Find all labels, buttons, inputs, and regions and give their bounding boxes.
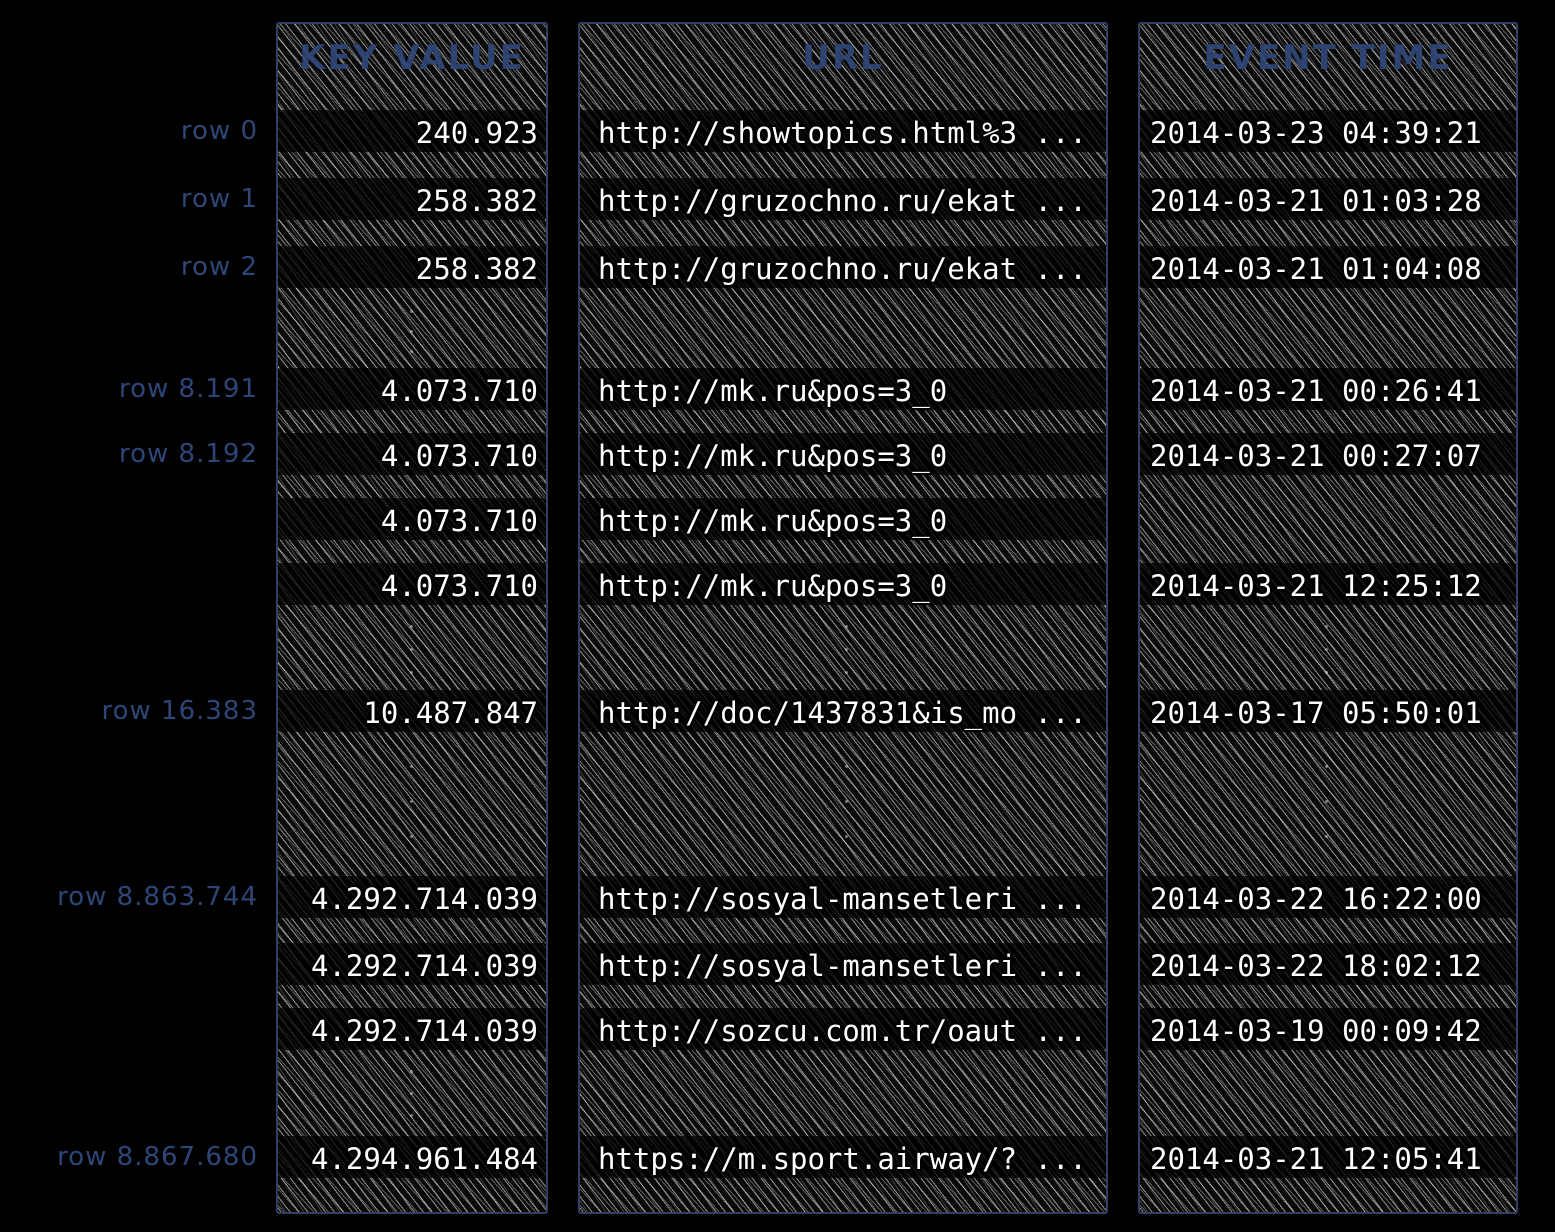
ellipsis-dot (410, 330, 413, 333)
table-cell-url: http://doc/1437831&is_mo ... (598, 696, 1087, 730)
ellipsis-dot (410, 310, 413, 313)
ellipsis-dot (1325, 625, 1328, 628)
table-cell-time: 2014-03-21 00:26:41 (1150, 374, 1482, 408)
ellipsis-dot (845, 765, 848, 768)
ellipsis-dot (410, 1092, 413, 1095)
table-cell-time: 2014-03-17 05:50:01 (1150, 696, 1482, 730)
table-cell-time: 2014-03-21 01:04:08 (1150, 252, 1482, 286)
row-label: row 8.863.744 (57, 882, 258, 912)
ellipsis-dot (410, 1114, 413, 1117)
ellipsis-dot (410, 800, 413, 803)
table-cell-key: 258.382 (415, 184, 538, 218)
table-cell-key: 240.923 (415, 116, 538, 150)
row-label: row 1 (180, 184, 258, 214)
table-cell-url: http://showtopics.html%3 ... (598, 116, 1087, 150)
table-cell-url: http://mk.ru&pos=3_0 (598, 374, 948, 408)
ellipsis-dot (410, 765, 413, 768)
table-cell-url: http://gruzochno.ru/ekat ... (598, 184, 1087, 218)
ellipsis-dot (1325, 648, 1328, 651)
ellipsis-dot (410, 671, 413, 674)
ellipsis-dot (845, 648, 848, 651)
column-header-key-value: KEY VALUE (299, 38, 525, 78)
table-cell-time: 2014-03-23 04:39:21 (1150, 116, 1482, 150)
table-cell-url: http://gruzochno.ru/ekat ... (598, 252, 1087, 286)
row-label: row 2 (180, 252, 258, 282)
table-cell-key: 4.073.710 (380, 439, 538, 473)
table-cell-key: 4.294.961.484 (311, 1142, 538, 1176)
column-header-url: URL (802, 38, 884, 78)
ellipsis-dot (1325, 671, 1328, 674)
row-label: row 8.191 (119, 374, 258, 404)
ellipsis-dot (410, 1070, 413, 1073)
table-cell-url: http://mk.ru&pos=3_0 (598, 504, 948, 538)
row-label: row 0 (180, 116, 258, 146)
ellipsis-dot (410, 625, 413, 628)
ellipsis-dot (845, 800, 848, 803)
ellipsis-dot (1325, 835, 1328, 838)
table-cell-url: http://sosyal-mansetleri ... (598, 882, 1087, 916)
ellipsis-dot (410, 835, 413, 838)
table-cell-key: 4.292.714.039 (311, 949, 538, 983)
table-cell-time: 2014-03-22 18:02:12 (1150, 949, 1482, 983)
table-cell-time: 2014-03-21 12:25:12 (1150, 569, 1482, 603)
table-cell-time: 2014-03-19 00:09:42 (1150, 1014, 1482, 1048)
ellipsis-dot (410, 350, 413, 353)
table-cell-url: http://sozcu.com.tr/oaut ... (598, 1014, 1087, 1048)
table-cell-url: http://mk.ru&pos=3_0 (598, 569, 948, 603)
table-cell-key: 4.073.710 (380, 569, 538, 603)
table-cell-key: 4.292.714.039 (311, 1014, 538, 1048)
table-cell-key: 4.292.714.039 (311, 882, 538, 916)
ellipsis-dot (845, 835, 848, 838)
ellipsis-dot (410, 648, 413, 651)
table-cell-time: 2014-03-21 00:27:07 (1150, 439, 1482, 473)
table-cell-time: 2014-03-21 01:03:28 (1150, 184, 1482, 218)
table-cell-url: http://sosyal-mansetleri ... (598, 949, 1087, 983)
ellipsis-dot (1325, 800, 1328, 803)
row-label: row 8.192 (119, 439, 258, 469)
table-cell-url: https://m.sport.airway/? ... (598, 1142, 1087, 1176)
ellipsis-dot (1325, 765, 1328, 768)
row-label: row 16.383 (101, 696, 258, 726)
table-cell-time: 2014-03-21 12:05:41 (1150, 1142, 1482, 1176)
column-header-event-time: EVENT TIME (1203, 38, 1453, 78)
table-cell-url: http://mk.ru&pos=3_0 (598, 439, 948, 473)
table-cell-key: 258.382 (415, 252, 538, 286)
ellipsis-dot (845, 625, 848, 628)
ellipsis-dot (845, 671, 848, 674)
row-label: row 8.867.680 (57, 1142, 258, 1172)
table-cell-key: 10.487.847 (363, 696, 538, 730)
table-cell-time: 2014-03-22 16:22:00 (1150, 882, 1482, 916)
table-cell-key: 4.073.710 (380, 374, 538, 408)
table-cell-key: 4.073.710 (380, 504, 538, 538)
